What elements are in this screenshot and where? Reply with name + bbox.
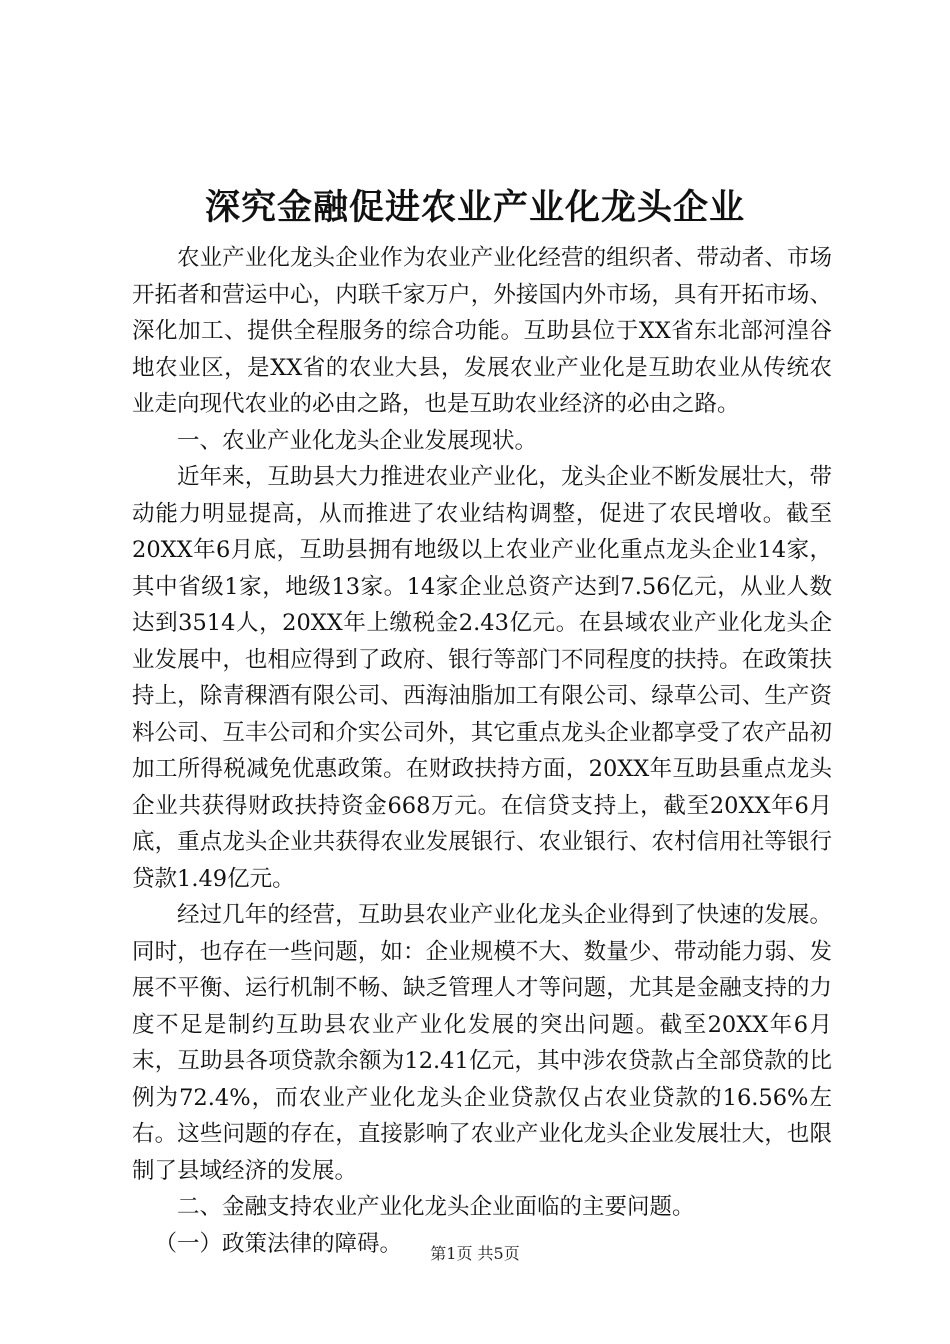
document-body <box>132 240 832 1262</box>
subsection-heading-1: （一）政策法律的障碍。 <box>154 1230 403 1257</box>
paragraph-problems: 经过几年的经营，互助县农业产业化龙头企业得到了快速的发展。同时，也存在一些问题，如：企业规模不大、数量少、带动能力弱、发展不平衡、运行机制不畅、缺乏管理人才等问题，尤其是金融支持的力度不足是制约互助县农业产业化发展的突出问题。截至20XX年6月末，互助县各项贷款余额为12.41亿元，其中涉农贷款占全部贷款的比例为72.4%，而农业产业化龙头企业贷款仅占农业贷款的16.56%左右。这些问题的存在，直接影响了农业产业化龙头企业发展壮大，也限制了县域经济的发展。 <box>132 902 832 1184</box>
document-title: 深究金融促进农业产业化龙头企业 <box>204 187 745 228</box>
section-heading-1: 一、农业产业化龙头企业发展现状。 <box>177 427 538 454</box>
page-number-footer: 第1页 共5页 <box>430 1244 520 1263</box>
paragraph-intro: 农业产业化龙头企业作为农业产业化经营的组织者、带动者、市场开拓者和营运中心，内联千家万户，外接国内外市场，具有开拓市场、深化加工、提供全程服务的综合功能。互助县位于XX省东北部河湟谷地农业区，是XX省的农业大县，发展农业产业化是互助农业从传统农业走向现代农业的必由之路，也是互助农业经济的必由之路。 <box>132 245 832 417</box>
section-heading-2: 二、金融支持农业产业化龙头企业面临的主要问题。 <box>177 1194 695 1220</box>
paragraph-current-status: 近年来，互助县大力推进农业产业化，龙头企业不断发展壮大，带动能力明显提高，从而推进了农业结构调整，促进了农民增收。截至20XX年6月底，互助县拥有地级以上农业产业化重点龙头企业14家，其中省级1家，地级13家。14家企业总资产达到7.56亿元，从业人数达到3514人，20XX年上缴税金2.43亿元。在县域农业产业化龙头企业发展中，也相应得到了政府、银行等部门不同程度的扶持。在政策扶持上，除青稞酒有限公司、西海油脂加工有限公司、绿草公司、生产资料公司、互丰公司和介实公司外，其它重点龙头企业都享受了农产品初加工所得税减免优惠政策。在财政扶持方面，20XX年互助县重点龙头企业共获得财政扶持资金668万元。在信贷支持上，截至20XX年6月底，重点龙头企业共获得农业发展银行、农业银行、农村信用社等银行贷款1.49亿元。 <box>132 464 832 892</box>
